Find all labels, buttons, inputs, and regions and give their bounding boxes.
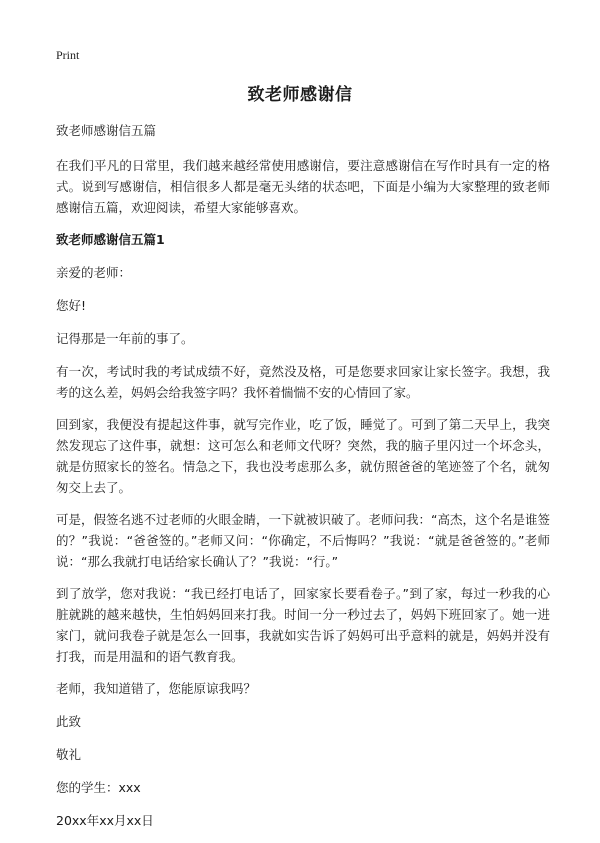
letter-paragraph: 可是，假签名逃不过老师的火眼金睛，一下就被识破了。老师问我：“高杰，这个名是谁签的？”我说：“爸爸签的。”老师又问：“你确定，不后悔吗？”我说：“就是爸爸签的。”老师说：“那么我就打电话给家长确认了？”我说：“行。” <box>56 512 550 569</box>
letter-date: 20xx年xx月xx日 <box>56 813 154 828</box>
letter-paragraph: 回到家，我便没有提起这件事，就写完作业，吃了饭，睡觉了。可到了第二天早上，我突然发现忘了这件事，就想：这可怎么和老师文代呀？突然，我的脑子里闪过一个坏念头，就是仿照家长的签名。情急之下，我也没考虑那么多，就仿照爸爸的笔迹签了个名，就匆匆交上去了。 <box>56 417 550 495</box>
closing-line: 此致 <box>56 714 82 729</box>
closing-line: 敬礼 <box>56 747 82 762</box>
letter-paragraph: 记得那是一年前的事了。 <box>56 331 194 346</box>
document-body <box>56 120 550 843</box>
section-heading: 致老师感谢信五篇1 <box>56 232 165 247</box>
print-link[interactable]: Print <box>56 48 80 62</box>
intro-paragraph: 在我们平凡的日常里，我们越来越经常使用感谢信，要注意感谢信在写作时具有一定的格式。说到写感谢信，相信很多人都是毫无头绪的状态吧，下面是小编为大家整理的致老师感谢信五篇，欢迎阅读，希望大家能够喜欢。 <box>56 158 550 215</box>
greeting: 您好! <box>56 298 87 313</box>
salutation: 亲爱的老师： <box>56 265 132 280</box>
document-title: 致老师感谢信 <box>247 85 353 105</box>
letter-paragraph: 老师，我知道错了，您能原谅我吗？ <box>56 681 257 696</box>
letter-paragraph: 到了放学，您对我说：“我已经打电话了，回家家长要看卷子。”到了家，每过一秒我的心脏就跳的越来越快，生怕妈妈回来打我。时间一分一秒过去了，妈妈下班回家了。她一进家门，就问我卷子就是怎么一回事，我就如实告诉了妈妈可出乎意料的就是，妈妈并没有打我，而是用温和的语气教育我。 <box>56 586 550 664</box>
document-subtitle: 致老师感谢信五篇 <box>56 123 157 138</box>
letter-paragraph: 有一次，考试时我的考试成绩不好，竟然没及格，可是您要求回家让家长签字。我想，我考的这么差，妈妈会给我签字吗？我怀着惴惴不安的心情回了家。 <box>56 364 550 400</box>
signature: 您的学生：xxx <box>56 780 141 795</box>
